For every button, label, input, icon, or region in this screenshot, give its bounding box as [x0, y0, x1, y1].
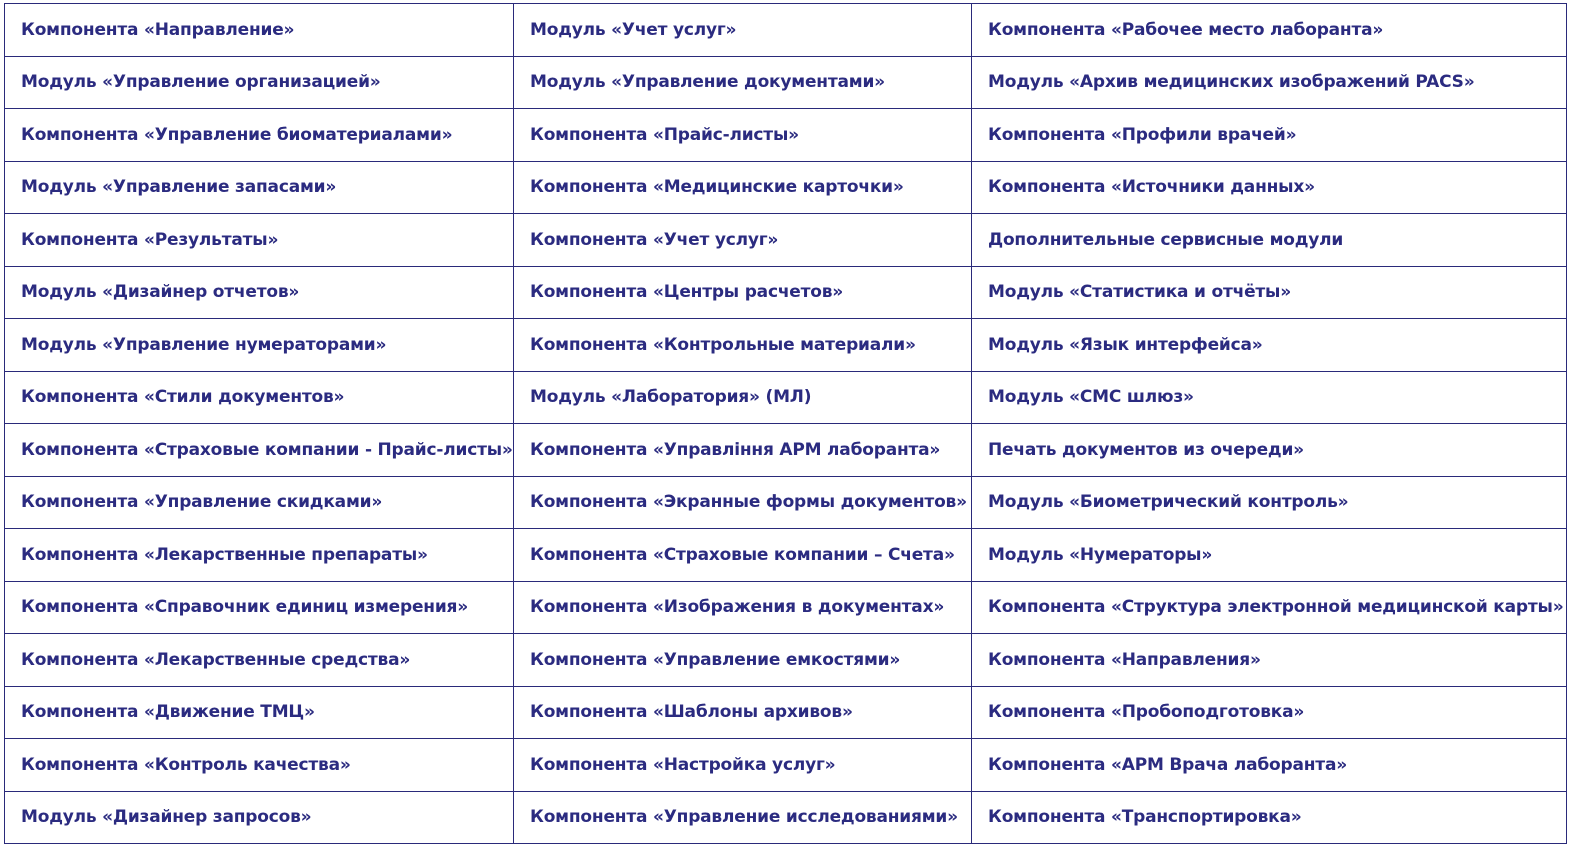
- table-cell: Компонента «Медицинские карточки»: [514, 161, 972, 214]
- table-row: [5, 214, 1567, 267]
- table-cell: Компонента «Управление емкостями»: [514, 634, 972, 687]
- table-cell: Компонента «Источники данных»: [972, 161, 1567, 214]
- table-cell: Компонента «Экранные формы документов»: [514, 476, 972, 529]
- table-cell: Компонента «Шаблоны архивов»: [514, 686, 972, 739]
- table-cell: Модуль «СМС шлюз»: [972, 371, 1567, 424]
- table-cell: Компонента «Настройка услуг»: [514, 739, 972, 792]
- table-cell: Модуль «Управление организацией»: [5, 56, 514, 109]
- table-row: [5, 56, 1567, 109]
- table-cell: Компонента «Страховые компании - Прайс-листы»: [5, 424, 514, 477]
- table-row: [5, 791, 1567, 844]
- table-row: [5, 529, 1567, 582]
- table-row: [5, 4, 1567, 57]
- table-cell: Компонента «Направление»: [5, 4, 514, 57]
- table-row: [5, 581, 1567, 634]
- table-cell: Модуль «Учет услуг»: [514, 4, 972, 57]
- table-row: [5, 371, 1567, 424]
- modules-table: [4, 3, 1567, 844]
- table-cell: Компонента «Профили врачей»: [972, 109, 1567, 162]
- table-cell: Модуль «Язык интерфейса»: [972, 319, 1567, 372]
- table-cell: Компонента «Результаты»: [5, 214, 514, 267]
- table-cell: Печать документов из очереди»: [972, 424, 1567, 477]
- table-cell: Компонента «Учет услуг»: [514, 214, 972, 267]
- table-cell: Компонента «Справочник единиц измерения»: [5, 581, 514, 634]
- table-cell: Компонента «Страховые компании – Счета»: [514, 529, 972, 582]
- table-row: [5, 266, 1567, 319]
- table-cell: Модуль «Управление нумераторами»: [5, 319, 514, 372]
- table-cell: Модуль «Биометрический контроль»: [972, 476, 1567, 529]
- table-cell: Компонента «Рабочее место лаборанта»: [972, 4, 1567, 57]
- table-cell: Компонента «Прайс-листы»: [514, 109, 972, 162]
- table-cell: Компонента «Управление скидками»: [5, 476, 514, 529]
- table-cell: Модуль «Статистика и отчёты»: [972, 266, 1567, 319]
- table-cell: Компонента «Стили документов»: [5, 371, 514, 424]
- table-cell: Компонента «Центры расчетов»: [514, 266, 972, 319]
- table-cell: Дополнительные сервисные модули: [972, 214, 1567, 267]
- table-cell: Компонента «Контрольные материали»: [514, 319, 972, 372]
- table-row: [5, 319, 1567, 372]
- table-cell: Компонента «Управление исследованиями»: [514, 791, 972, 844]
- table-cell: Компонента «Транспортировка»: [972, 791, 1567, 844]
- table-cell: Модуль «Управление запасами»: [5, 161, 514, 214]
- table-cell: Компонента «Управление биоматериалами»: [5, 109, 514, 162]
- table-cell: Компонента «Движение ТМЦ»: [5, 686, 514, 739]
- table-row: [5, 739, 1567, 792]
- modules-table-body: [5, 4, 1567, 844]
- table-row: [5, 686, 1567, 739]
- table-row: [5, 424, 1567, 477]
- table-cell: Компонента «Лекарственные препараты»: [5, 529, 514, 582]
- table-cell: Модуль «Дизайнер отчетов»: [5, 266, 514, 319]
- table-cell: Модуль «Нумераторы»: [972, 529, 1567, 582]
- table-row: [5, 161, 1567, 214]
- table-cell: Компонента «Изображения в документах»: [514, 581, 972, 634]
- table-cell: Компонента «Пробоподготовка»: [972, 686, 1567, 739]
- table-cell: Компонента «Контроль качества»: [5, 739, 514, 792]
- table-cell: Модуль «Дизайнер запросов»: [5, 791, 514, 844]
- table-cell: Компонента «Лекарственные средства»: [5, 634, 514, 687]
- table-cell: Модуль «Лаборатория» (МЛ): [514, 371, 972, 424]
- table-cell: Компонента «Структура электронной медицинской карты»: [972, 581, 1567, 634]
- table-cell: Компонента «Направления»: [972, 634, 1567, 687]
- table-cell: Модуль «Управление документами»: [514, 56, 972, 109]
- table-cell: Модуль «Архив медицинских изображений PACS»: [972, 56, 1567, 109]
- table-row: [5, 476, 1567, 529]
- table-row: [5, 109, 1567, 162]
- table-cell: Компонента «АРМ Врача лаборанта»: [972, 739, 1567, 792]
- modules-table-container: [4, 3, 1566, 844]
- table-row: [5, 634, 1567, 687]
- table-cell: Компонента «Управління АРМ лаборанта»: [514, 424, 972, 477]
